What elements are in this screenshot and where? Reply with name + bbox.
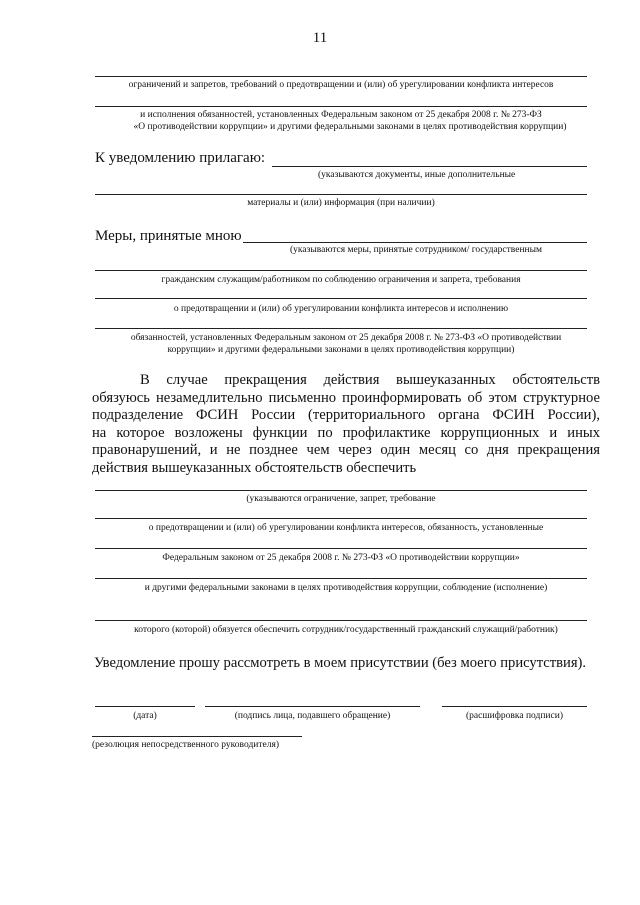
fill-line <box>95 298 587 299</box>
fill-line <box>95 194 587 195</box>
hint-text: коррупции» и другими федеральными законами в целях противодействия коррупции) <box>167 345 515 355</box>
fill-line <box>95 270 587 271</box>
hint-text: о предотвращении и (или) об урегулировании конфликта интересов, обязанность, установленные <box>148 523 544 533</box>
fill-line <box>95 578 587 579</box>
page-number: 11 <box>312 30 328 46</box>
paragraph-line: на которое возложены функции по профилактике коррупционных и иных <box>92 424 600 441</box>
date-caption: (дата) <box>133 711 157 721</box>
obligation-paragraph <box>92 372 600 478</box>
fill-line <box>95 106 587 107</box>
fill-line <box>272 166 587 167</box>
measures-label: Меры, принятые мною <box>95 228 242 244</box>
hint-text: и исполнения обязанностей, установленных Федеральным законом от 25 декабря 2008 г. № 273-ФЗ <box>140 110 542 120</box>
hint-text: которого (которой) обязуется обеспечить сотрудник/государственный гражданский служащий/работник) <box>134 625 558 635</box>
fill-line <box>95 76 587 77</box>
signature-line <box>205 706 420 707</box>
paragraph-line: правонарушений, и не позднее чем через один месяц со дня прекращения <box>92 442 600 459</box>
decode-line <box>442 706 587 707</box>
hint-text: обязанностей, установленных Федеральным законом от 25 декабря 2008 г. № 273-ФЗ «О противодействии <box>130 333 562 343</box>
fill-line <box>95 328 587 329</box>
hint-text: (указываются документы, иные дополнительные <box>318 170 516 180</box>
paragraph-line: обязуюсь незамедлительно письменно проинформировать об этом структурное <box>92 389 600 406</box>
fill-line <box>243 242 587 243</box>
signature-caption: (подпись лица, подавшего обращение) <box>234 711 391 721</box>
date-line <box>95 706 195 707</box>
hint-text: (указываются ограничение, запрет, требование <box>246 494 436 504</box>
hint-text: «О противодействии коррупции» и другими федеральными законами в целях противодействия коррупции) <box>133 122 567 132</box>
hint-text: о предотвращении и (или) об урегулировании конфликта интересов и исполнению <box>173 304 509 314</box>
paragraph-line: действия вышеуказанных обстоятельств обеспечить <box>92 459 417 476</box>
attach-label: К уведомлению прилагаю: <box>95 150 266 166</box>
hint-text: (указываются меры, принятые сотрудником/ государственным <box>290 245 543 255</box>
fill-line <box>95 548 587 549</box>
hint-text: и другими федеральными законами в целях противодействия коррупции, соблюдение (исполнение) <box>144 583 548 593</box>
resolution-caption: (резолюция непосредственного руководителя) <box>92 740 280 750</box>
resolution-line <box>92 736 302 737</box>
fill-line <box>95 620 587 621</box>
hint-text: Федеральным законом от 25 декабря 2008 г. № 273-ФЗ «О противодействии коррупции» <box>162 553 520 563</box>
hint-text: ограничений и запретов, требований о предотвращении и (или) об урегулировании конфликта интересов <box>128 80 554 90</box>
paragraph-line: подразделение ФСИН России (территориального органа ФСИН России), <box>92 407 600 424</box>
decode-caption: (расшифровка подписи) <box>466 711 563 721</box>
hint-text: гражданским служащим/работником по соблюдению ограничения и запрета, требования <box>161 275 521 285</box>
hint-text: материалы и (или) информация (при наличии) <box>247 198 435 208</box>
paragraph-line: В случае прекращения действия вышеуказанных обстоятельств <box>140 372 600 388</box>
request-text: Уведомление прошу рассмотреть в моем присутствии (без моего присутствия). <box>94 655 587 671</box>
fill-line <box>95 490 587 491</box>
fill-line <box>95 518 587 519</box>
